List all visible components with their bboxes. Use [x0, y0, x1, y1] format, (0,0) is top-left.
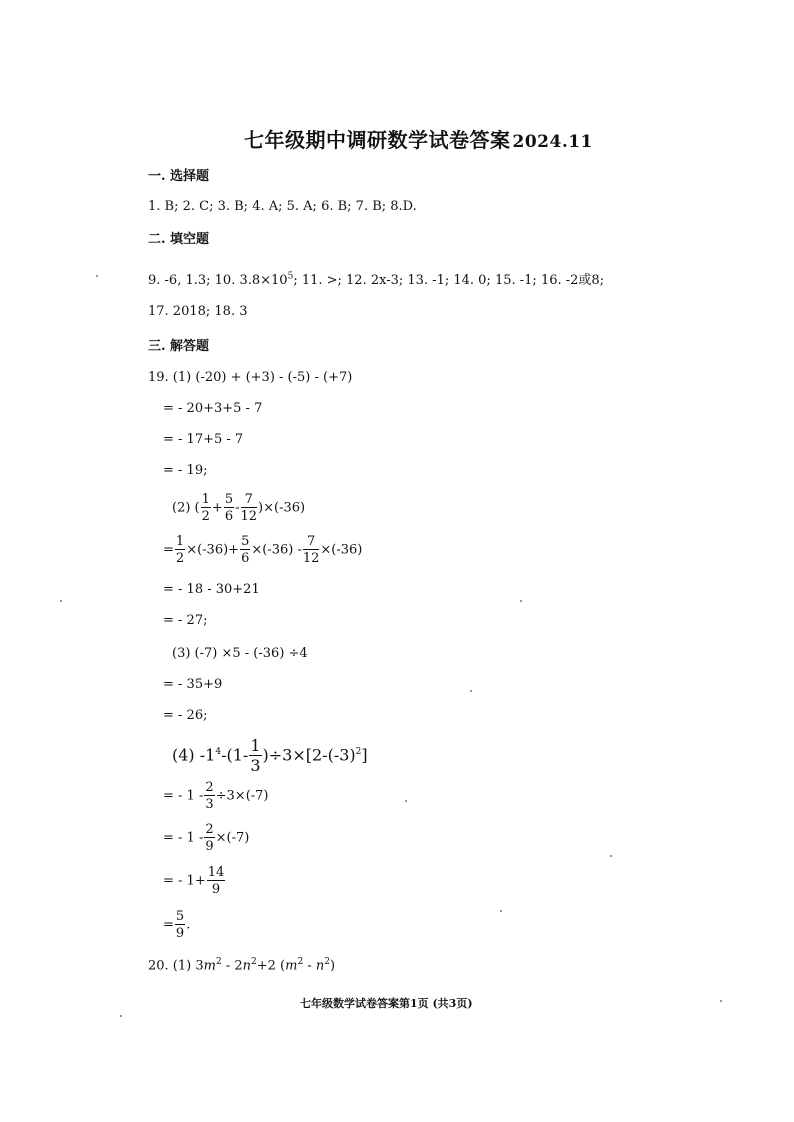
q19-part1-step3: = - 19; [163, 463, 208, 478]
fraction: $\frac{1}{2}$ [175, 534, 185, 566]
page-title: 七年级期中调研数学试卷答案 2024.11 [244, 128, 593, 152]
scan-speck [405, 800, 407, 802]
scan-speck [96, 275, 98, 277]
fraction: $\frac{2}{9}$ [205, 822, 214, 854]
q19-part4-step2: = - 1 - $\frac{2}{9}$ ×(-7) [163, 822, 250, 854]
q19-part1-step2: = - 17+5 - 7 [163, 432, 244, 447]
section-choice-heading: 一. 选择题 [148, 169, 210, 184]
scan-speck [610, 855, 612, 857]
q19-part3-step2: = - 26; [163, 708, 208, 723]
scan-speck [120, 1015, 122, 1017]
q19-part4-problem: (4) $-1^4-(1-$ $\frac{1}{3}$ )$\div 3\times[2-(-3)^2]$ [172, 736, 368, 775]
fraction: $\frac{1}{3}$ [250, 736, 261, 775]
fraction: $\frac{7}{12}$ [302, 534, 320, 566]
fraction: $\frac{1}{2}$ [201, 492, 210, 524]
scan-speck [720, 1000, 722, 1002]
q19-part2-step3: = - 27; [163, 613, 208, 628]
fill-answers-line2: 17. 2018; 18. 3 [148, 304, 248, 319]
fraction: $\frac{5}{9}$ [175, 909, 185, 941]
q19-part1-step1: = - 20+3+5 - 7 [163, 401, 263, 416]
q19-part4-step1: = - 1 - $\frac{2}{3}$ ÷3×(-7) [163, 780, 269, 812]
scan-speck [470, 690, 472, 692]
q20-part1-problem: 20. (1) $3m^2 - 2n^2+2$ $(m^2 - n^2)$ [148, 957, 336, 974]
fill-answers-line1: 9. -6, 1.3; 10. $3.8\times 10^5$; 11. >; 12. 2x-3; 13. -1; 14. 0; 15. -1; 16. -2或8; [148, 271, 605, 288]
q19-part4-step3: = - 1+ $\frac{14}{9}$ [163, 865, 225, 897]
fraction: $\frac{2}{3}$ [205, 780, 214, 812]
q19-part2-problem: (2) ( $\frac{1}{2}$ + $\frac{5}{6}$ - $\frac{7}{12}$ )×(-36) [172, 492, 306, 524]
q19-part3-problem: (3) (-7) ×5 - (-36) ÷4 [172, 646, 308, 661]
fraction: $\frac{14}{9}$ [207, 865, 225, 897]
section-solve-heading: 三. 解答题 [148, 339, 210, 354]
choice-answers: 1. B; 2. C; 3. B; 4. A; 5. A; 6. B; 7. B; 8.D. [148, 199, 417, 214]
q19-part2-step2: = - 18 - 30+21 [163, 582, 260, 597]
fraction: $\frac{5}{6}$ [241, 534, 250, 566]
fraction: $\frac{5}{6}$ [224, 492, 234, 524]
scan-speck [60, 600, 62, 602]
q19-part4-result: = $\frac{5}{9}$ . [163, 909, 191, 941]
date-label: 2024.11 [512, 132, 593, 152]
q19-part1-problem: 19. (1) (-20) + (+3) - (-5) - (+7) [148, 370, 353, 385]
scan-speck [520, 600, 522, 602]
q19-part2-step1: = $\frac{1}{2}$ ×(-36)+ $\frac{5}{6}$ ×(-36) - $\frac{7}{12}$ ×(-36) [163, 534, 363, 566]
page-footer: 七年级数学试卷答案第1页 (共3页) [300, 997, 473, 1010]
scan-speck [500, 910, 502, 912]
section-fill-heading: 二. 填空题 [148, 232, 210, 247]
fraction: $\frac{7}{12}$ [240, 492, 258, 524]
q19-part3-step1: = - 35+9 [163, 677, 223, 692]
